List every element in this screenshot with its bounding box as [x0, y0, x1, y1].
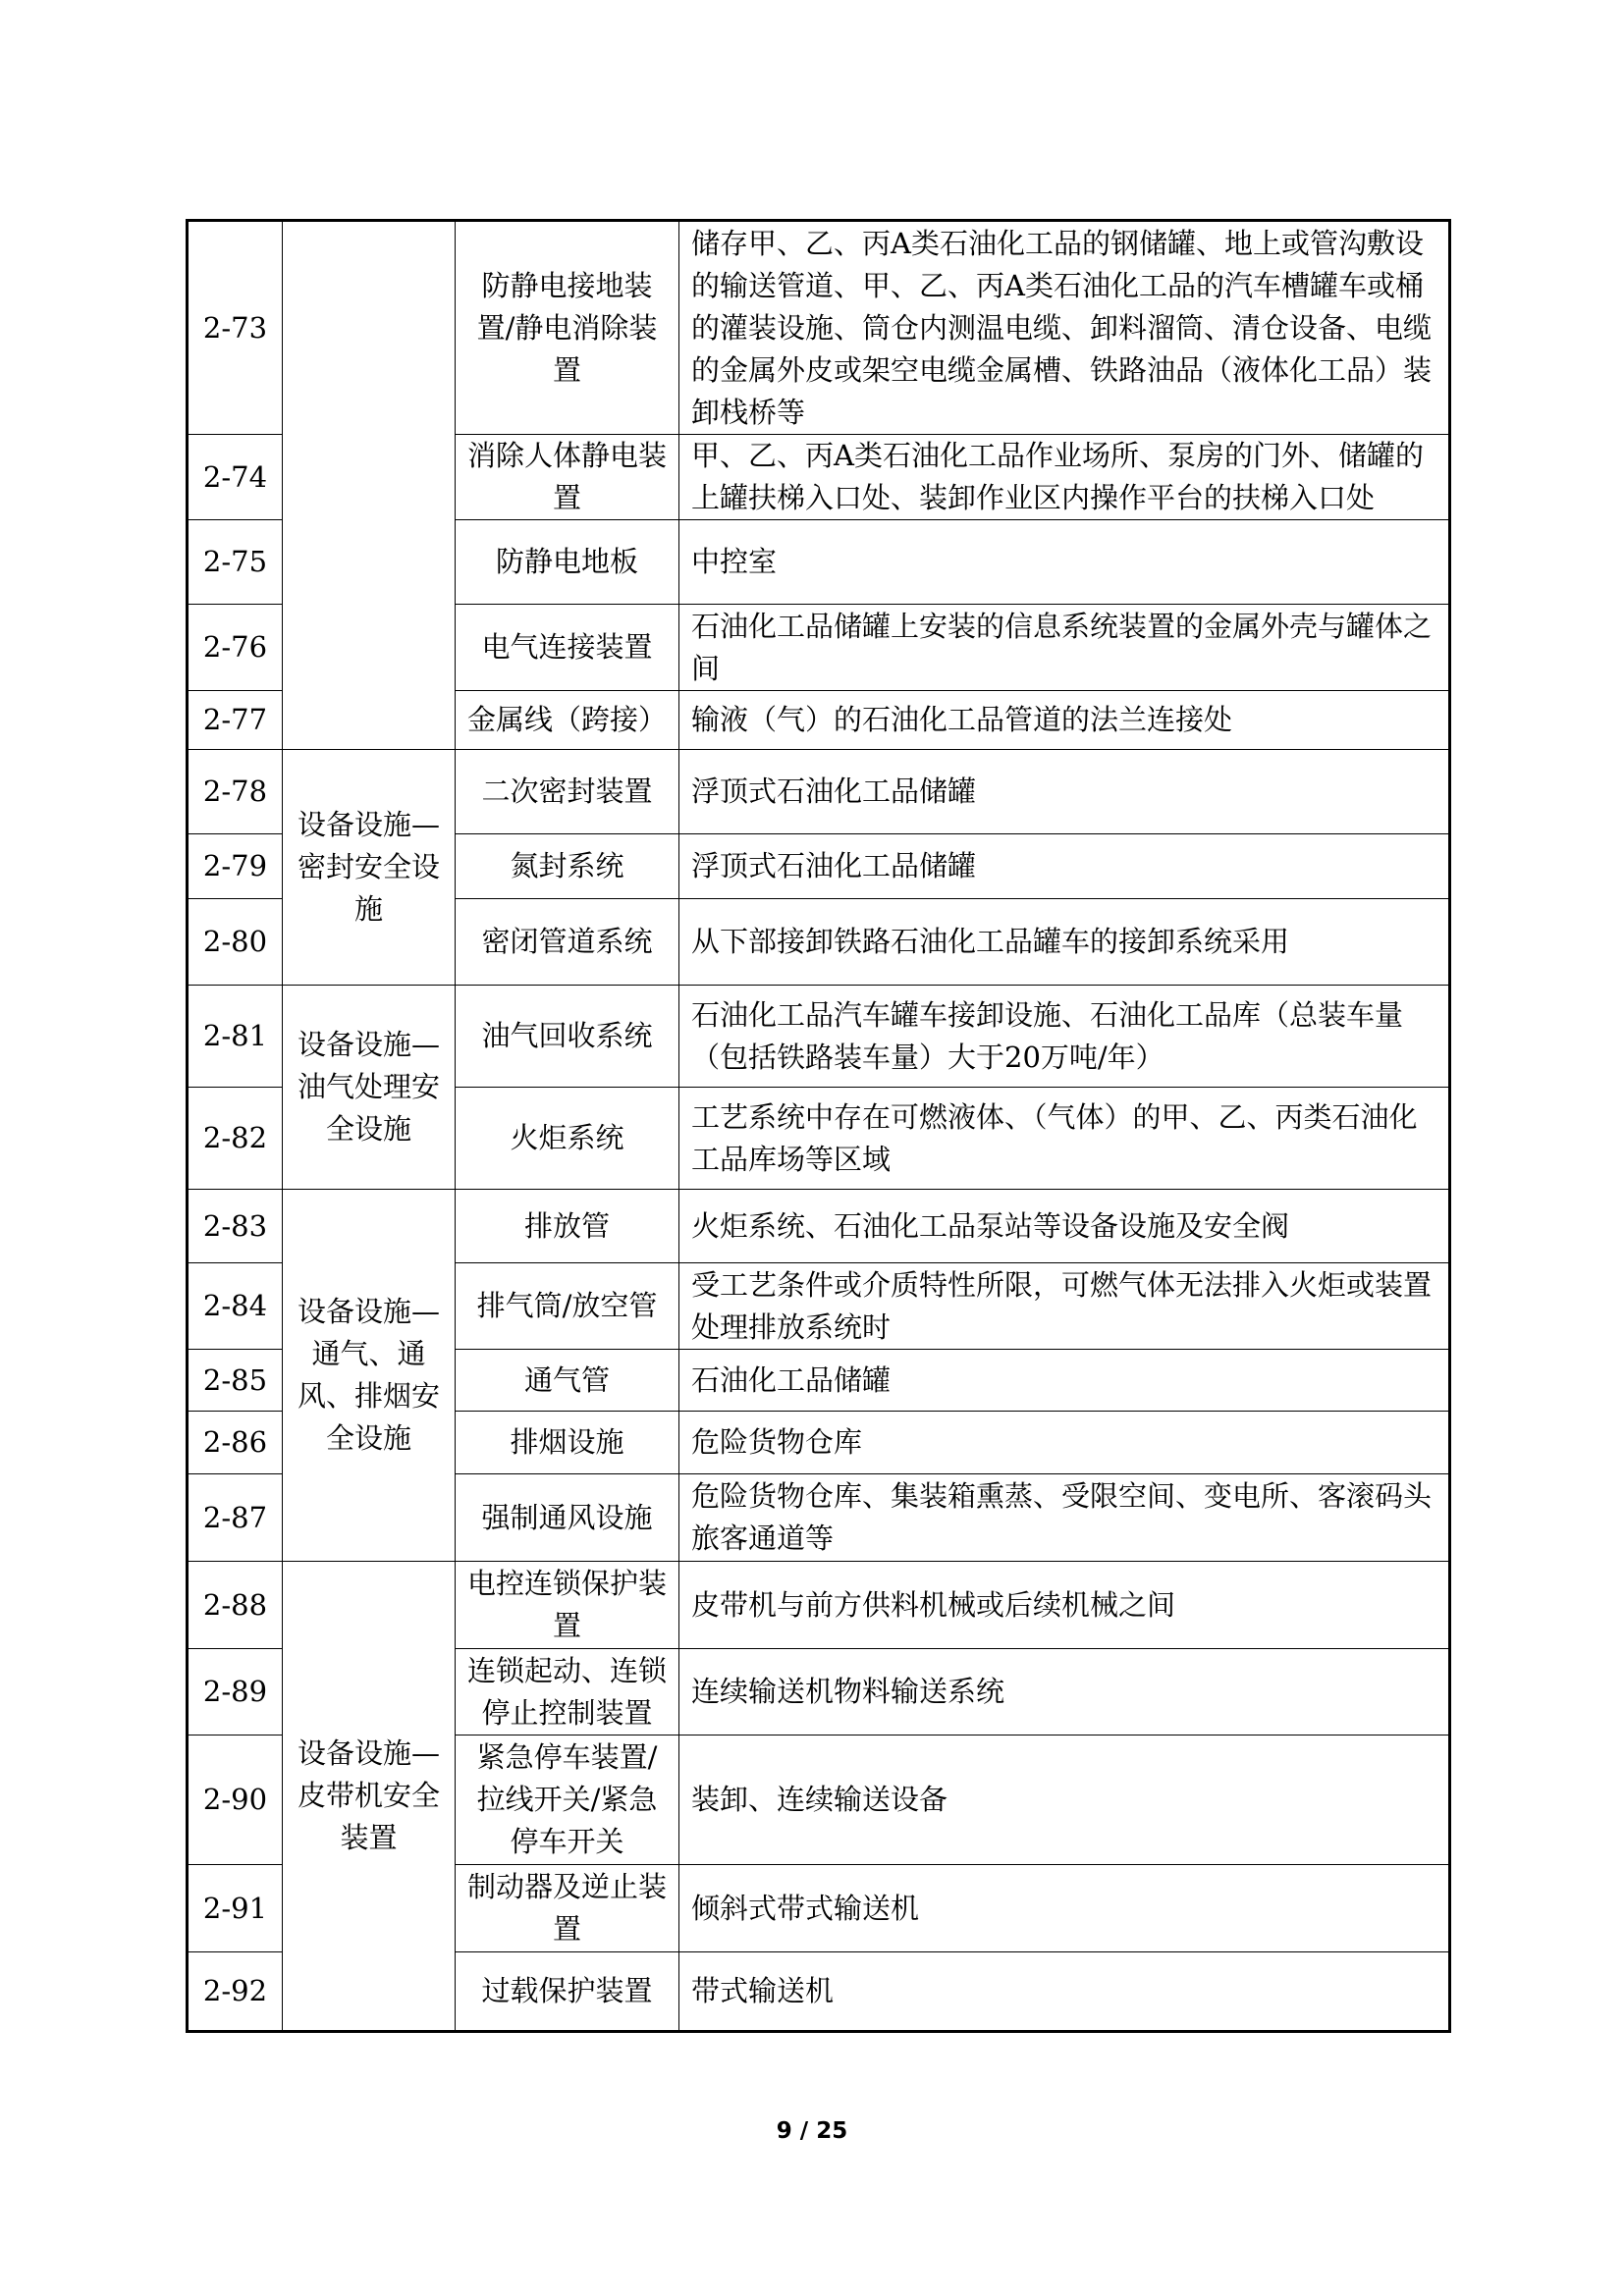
facility-scope: 危险货物仓库 — [679, 1412, 1450, 1474]
row-number: 2-75 — [188, 520, 283, 605]
facility-scope: 火炬系统、石油化工品泵站等设备设施及安全阀 — [679, 1190, 1450, 1263]
table-row — [188, 986, 1450, 1088]
category-cell: 设备设施—皮带机安全装置 — [283, 1562, 456, 2032]
facility-name: 排气筒/放空管 — [456, 1263, 679, 1350]
facility-name: 金属线（跨接） — [456, 691, 679, 750]
facility-name: 排放管 — [456, 1190, 679, 1263]
page-number: 9 / 25 — [776, 2118, 848, 2144]
row-number: 2-78 — [188, 750, 283, 834]
row-number: 2-80 — [188, 899, 283, 986]
facility-scope: 倾斜式带式输送机 — [679, 1865, 1450, 1952]
facility-scope: 皮带机与前方供料机械或后续机械之间 — [679, 1562, 1450, 1649]
facility-scope: 储存甲、乙、丙A类石油化工品的钢储罐、地上或管沟敷设的输送管道、甲、乙、丙A类石油化工品的汽车槽罐车或桶的灌装设施、筒仓内测温电缆、卸料溜筒、清仓设备、电缆的金属外皮或架空电缆金属槽、铁路油品（液体化工品）装卸栈桥等 — [679, 221, 1450, 435]
facility-name: 氮封系统 — [456, 834, 679, 899]
facility-name: 排烟设施 — [456, 1412, 679, 1474]
table-row — [188, 1190, 1450, 1263]
row-number: 2-81 — [188, 986, 283, 1088]
facility-scope: 浮顶式石油化工品储罐 — [679, 834, 1450, 899]
facility-scope: 装卸、连续输送设备 — [679, 1735, 1450, 1865]
row-number: 2-91 — [188, 1865, 283, 1952]
facility-scope: 带式输送机 — [679, 1952, 1450, 2032]
facility-scope: 受工艺条件或介质特性所限，可燃气体无法排入火炬或装置处理排放系统时 — [679, 1263, 1450, 1350]
facility-scope: 甲、乙、丙A类石油化工品作业场所、泵房的门外、储罐的上罐扶梯入口处、装卸作业区内操作平台的扶梯入口处 — [679, 435, 1450, 520]
facility-scope: 危险货物仓库、集装箱熏蒸、受限空间、变电所、客滚码头旅客通道等 — [679, 1474, 1450, 1562]
facility-name: 通气管 — [456, 1350, 679, 1412]
facility-scope: 输液（气）的石油化工品管道的法兰连接处 — [679, 691, 1450, 750]
facility-name: 电控连锁保护装置 — [456, 1562, 679, 1649]
row-number: 2-74 — [188, 435, 283, 520]
facility-scope: 石油化工品汽车罐车接卸设施、石油化工品库（总装车量（包括铁路装车量）大于20万吨/年） — [679, 986, 1450, 1088]
table-row — [188, 750, 1450, 834]
row-number: 2-73 — [188, 221, 283, 435]
facility-name: 防静电地板 — [456, 520, 679, 605]
facility-scope: 工艺系统中存在可燃液体、（气体）的甲、乙、丙类石油化工品库场等区域 — [679, 1088, 1450, 1190]
facility-name: 过载保护装置 — [456, 1952, 679, 2032]
facility-name: 防静电接地装置/静电消除装置 — [456, 221, 679, 435]
facility-scope: 从下部接卸铁路石油化工品罐车的接卸系统采用 — [679, 899, 1450, 986]
facility-name: 油气回收系统 — [456, 986, 679, 1088]
row-number: 2-77 — [188, 691, 283, 750]
row-number: 2-82 — [188, 1088, 283, 1190]
facility-scope: 石油化工品储罐 — [679, 1350, 1450, 1412]
row-number: 2-92 — [188, 1952, 283, 2032]
row-number: 2-79 — [188, 834, 283, 899]
row-number: 2-84 — [188, 1263, 283, 1350]
facility-scope: 连续输送机物料输送系统 — [679, 1649, 1450, 1735]
category-cell: 设备设施—通气、通风、排烟安全设施 — [283, 1190, 456, 1562]
category-cell-empty — [283, 221, 456, 750]
facility-scope: 浮顶式石油化工品储罐 — [679, 750, 1450, 834]
facility-name: 制动器及逆止装置 — [456, 1865, 679, 1952]
row-number: 2-76 — [188, 605, 283, 691]
row-number: 2-87 — [188, 1474, 283, 1562]
category-cell: 设备设施—密封安全设施 — [283, 750, 456, 986]
row-number: 2-90 — [188, 1735, 283, 1865]
facility-scope: 石油化工品储罐上安装的信息系统装置的金属外壳与罐体之间 — [679, 605, 1450, 691]
facility-scope: 中控室 — [679, 520, 1450, 605]
row-number: 2-89 — [188, 1649, 283, 1735]
table-row — [188, 1562, 1450, 1649]
facility-name: 强制通风设施 — [456, 1474, 679, 1562]
row-number: 2-83 — [188, 1190, 283, 1263]
row-number: 2-88 — [188, 1562, 283, 1649]
category-cell: 设备设施—油气处理安全设施 — [283, 986, 456, 1190]
facility-name: 二次密封装置 — [456, 750, 679, 834]
row-number: 2-86 — [188, 1412, 283, 1474]
facility-name: 连锁起动、连锁停止控制装置 — [456, 1649, 679, 1735]
safety-facility-table — [186, 219, 1451, 2033]
table-row — [188, 221, 1450, 435]
facility-name: 电气连接装置 — [456, 605, 679, 691]
row-number: 2-85 — [188, 1350, 283, 1412]
facility-name: 火炬系统 — [456, 1088, 679, 1190]
facility-name: 消除人体静电装置 — [456, 435, 679, 520]
facility-name: 密闭管道系统 — [456, 899, 679, 986]
facility-name: 紧急停车装置/拉线开关/紧急停车开关 — [456, 1735, 679, 1865]
